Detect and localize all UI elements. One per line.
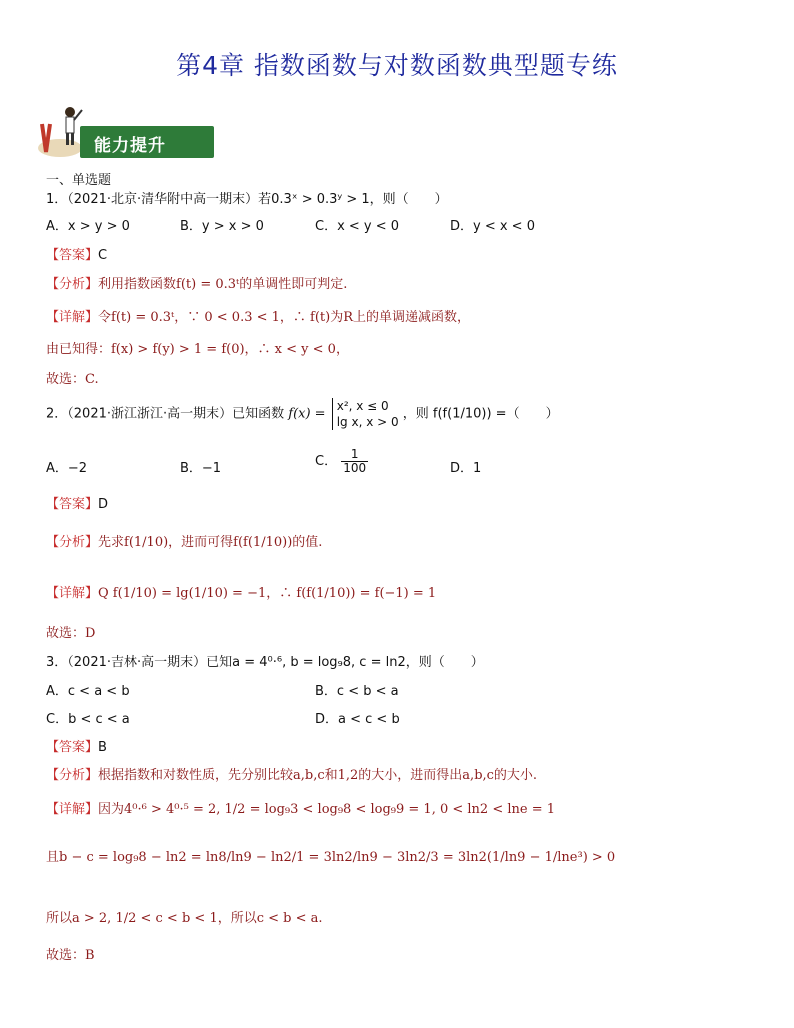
page-title: 第4章 指数函数与对数函数典型题专练 bbox=[176, 51, 618, 80]
q2-option-c: C． $\frac{1}{100}$ bbox=[315, 447, 367, 475]
q3-option-a: A．c < a < b bbox=[46, 684, 130, 699]
q3-answer: 【答案】B bbox=[46, 740, 107, 755]
q2-stem: 2．（2021·浙江浙江·高一期末）已知函数 f(x) = x², x ≤ 0 lg x, x > 0 ，则 f(f(1/10)) =（ ） bbox=[46, 399, 559, 429]
q2-analysis: 【分析】先求f(1/10)，进而可得f(f(1/10))的值. bbox=[46, 535, 323, 550]
q2-piecewise: x², x ≤ 0 lg x, x > 0 bbox=[332, 398, 399, 430]
q2-option-a: A．−2 bbox=[46, 461, 88, 476]
q3-option-d: D．a < c < b bbox=[315, 712, 400, 727]
q1-option-c: C．x < y < 0 bbox=[315, 219, 400, 234]
q3-detail-line3: 所以a > 2, 1/2 < c < b < 1，所以c < b < a. bbox=[46, 911, 323, 926]
q3-detail-line1: 【详解】因为4⁰·⁶ > 4⁰·⁵ = 2, 1/2 = log₉3 < log₉8 < log₉9 = 1, 0 < ln2 < lne = 1 bbox=[46, 802, 556, 817]
q3-option-b: B．c < b < a bbox=[315, 684, 399, 699]
q2-option-d: D．1 bbox=[450, 461, 482, 476]
q3-detail-line2: 且b − c = log₉8 − ln2 = ln8/ln9 − ln2/1 = 3ln2/ln9 − 3ln2/3 = 3ln2(1/ln9 − 1/lne³) > 0 bbox=[46, 850, 616, 865]
q1-option-a: A．x > y > 0 bbox=[46, 219, 130, 234]
q3-final: 故选：B bbox=[46, 948, 95, 963]
q1-option-d: D．y < x < 0 bbox=[450, 219, 535, 234]
q3-analysis: 【分析】根据指数和对数性质，先分别比较a,b,c和1,2的大小，进而得出a,b,c的大小. bbox=[46, 768, 538, 783]
q1-option-b: B．y > x > 0 bbox=[180, 219, 264, 234]
q1-final: 故选：C. bbox=[46, 372, 99, 387]
q2-final: 故选：D bbox=[46, 626, 96, 641]
q1-detail-line2: 由已知得：f(x) > f(y) > 1 = f(0)，∴ x < y < 0， bbox=[46, 342, 349, 357]
q1-stem: 1．（2021·北京·清华附中高一期末）若0.3ˣ > 0.3ʸ > 1，则（ ） bbox=[46, 192, 448, 207]
q2-answer: 【答案】D bbox=[46, 497, 109, 512]
q1-answer: 【答案】C bbox=[46, 248, 108, 263]
q3-option-c: C．b < c < a bbox=[46, 712, 130, 727]
q2-option-b: B．−1 bbox=[180, 461, 222, 476]
section-banner bbox=[36, 104, 186, 160]
q1-detail-line1: 【详解】令f(t) = 0.3ᵗ，∵ 0 < 0.3 < 1，∴ f(t)为R上的单调递减函数， bbox=[46, 310, 470, 325]
q3-stem: 3．（2021·吉林·高一期末）已知a = 4⁰·⁶, b = log₉8, c = ln2，则（ ） bbox=[46, 655, 484, 670]
banner-label: 能力提升 bbox=[94, 136, 166, 156]
section-heading: 一、单选题 bbox=[46, 173, 112, 188]
q2-detail: 【详解】Q f(1/10) = lg(1/10) = −1，∴ f(f(1/10)) = f(−1) = 1 bbox=[46, 586, 437, 601]
q1-analysis: 【分析】利用指数函数f(t) = 0.3ᵗ的单调性即可判定. bbox=[46, 277, 348, 292]
